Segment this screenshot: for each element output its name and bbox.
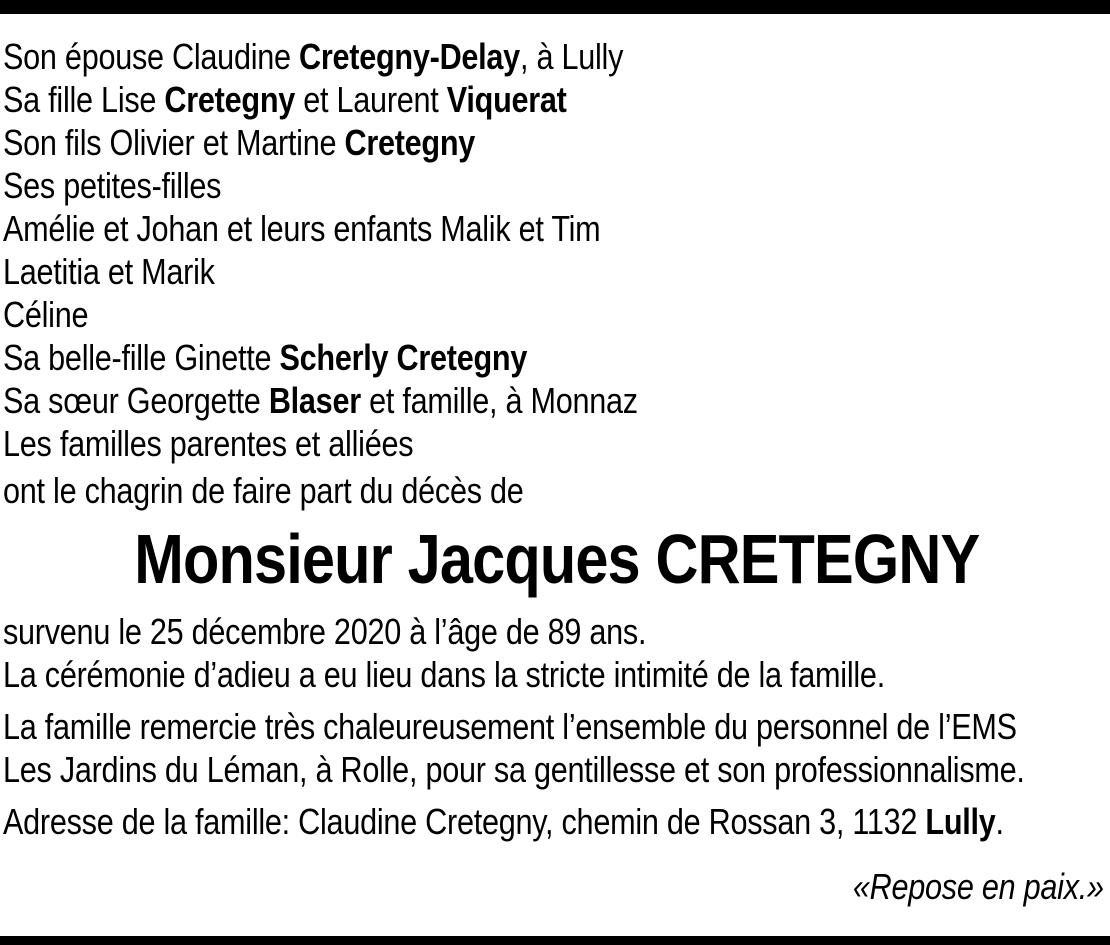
thanks-line: La famille remercie très chaleureusement l’ensemble du personnel de l’EMS bbox=[3, 706, 1017, 747]
bold-surname: Cretegny bbox=[164, 79, 296, 120]
text-segment: Amélie et Johan et leurs enfants Malik et Tim bbox=[3, 208, 601, 249]
family-line bbox=[3, 207, 1110, 250]
text-segment: . bbox=[995, 801, 1004, 842]
top-rule bbox=[0, 0, 1110, 14]
family-line bbox=[3, 164, 1110, 207]
bold-surname: Viquerat bbox=[446, 79, 567, 120]
text-segment: Sa fille Lise bbox=[3, 79, 165, 120]
bottom-rule bbox=[0, 936, 1110, 945]
family-line bbox=[3, 121, 1110, 164]
text-segment: Les familles parentes et alliées bbox=[3, 423, 414, 464]
thanks-line: Les Jardins du Léman, à Rolle, pour sa gentillesse et son professionnalisme. bbox=[3, 749, 1025, 790]
detail-line: La cérémonie d’adieu a eu lieu dans la stricte intimité de la famille. bbox=[3, 654, 885, 695]
family-line bbox=[3, 78, 1110, 121]
family-line bbox=[3, 250, 1110, 293]
bold-surname: Lully bbox=[925, 801, 996, 842]
text-segment: , à Lully bbox=[519, 36, 624, 77]
family-line bbox=[3, 293, 1110, 336]
detail-line: survenu le 25 décembre 2020 à l’âge de 89 ans. bbox=[3, 611, 647, 652]
text-segment: Son fils Olivier et Martine bbox=[3, 122, 345, 163]
obituary-notice bbox=[3, 14, 1110, 908]
bold-surname: Cretegny-Delay bbox=[299, 36, 520, 77]
death-details bbox=[3, 610, 1110, 696]
bold-surname: Cretegny bbox=[344, 122, 476, 163]
text-segment: Adresse de la famille: Claudine Cretegny, chemin de Rossan 3, 1132 bbox=[3, 801, 926, 842]
family-line bbox=[3, 422, 1110, 465]
closing-quote: «Repose en paix.» bbox=[852, 866, 1104, 907]
bold-surname: Blaser bbox=[268, 380, 361, 421]
deceased-name-title: Monsieur Jacques CRETEGNY bbox=[134, 520, 980, 598]
family-address-line bbox=[3, 800, 1110, 843]
announcement-line: ont le chagrin de faire part du décès de bbox=[3, 470, 524, 511]
text-segment: et famille, à Monnaz bbox=[360, 380, 638, 421]
text-segment: Sa sœur Georgette bbox=[3, 380, 269, 421]
family-line bbox=[3, 35, 1110, 78]
thanks-paragraph bbox=[3, 705, 1110, 791]
text-segment: Son épouse Claudine bbox=[3, 36, 300, 77]
text-segment: Laetitia et Marik bbox=[3, 251, 215, 292]
text-segment: et Laurent bbox=[295, 79, 447, 120]
family-line bbox=[3, 336, 1110, 379]
text-segment: Ses petites-filles bbox=[3, 165, 222, 206]
text-segment: Sa belle-fille Ginette bbox=[3, 337, 280, 378]
family-line bbox=[3, 379, 1110, 422]
text-segment: Céline bbox=[3, 294, 89, 335]
bold-surname: Scherly Cretegny bbox=[279, 337, 528, 378]
